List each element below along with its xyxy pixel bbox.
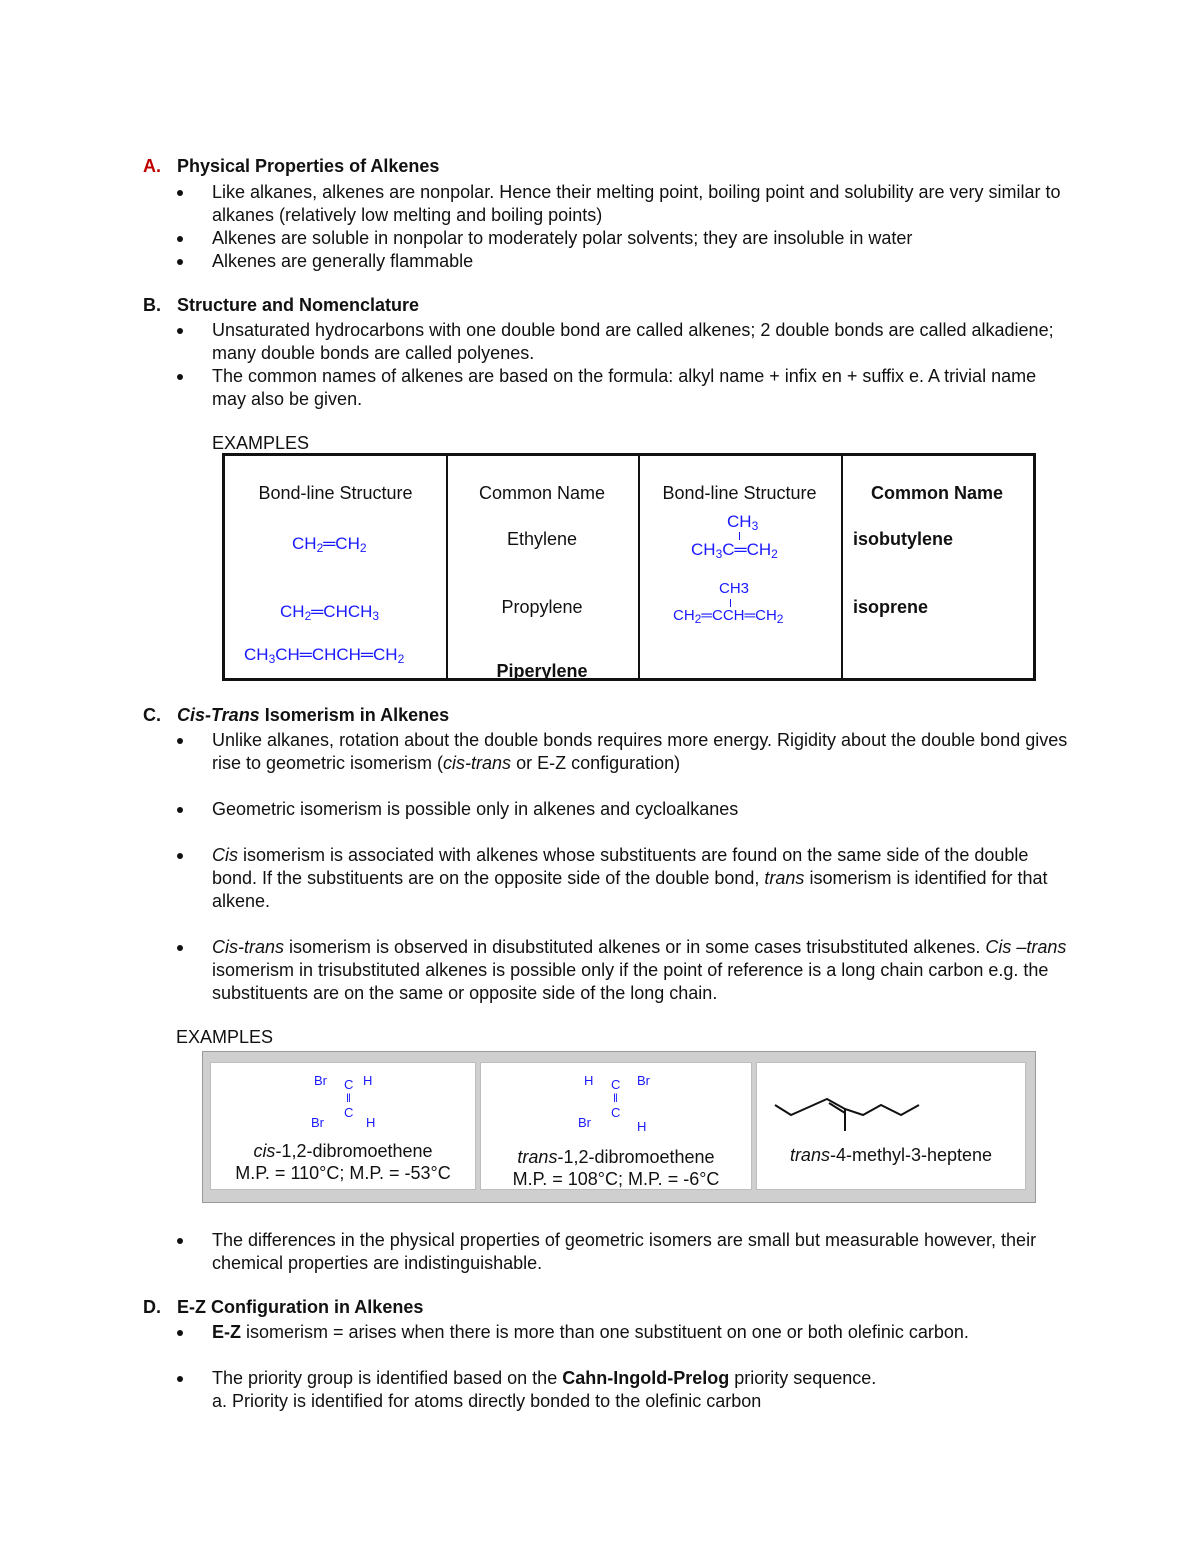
atom-c: C — [611, 1105, 621, 1120]
section-c-heading — [143, 705, 449, 726]
bullet — [175, 1321, 1075, 1344]
bond-line — [739, 532, 740, 540]
bullet: The common names of alkenes are based on the formula: alkyl name + infix en + suffix e. A trivial name may also be given. — [175, 365, 1075, 411]
examples-label: EXAMPLES — [176, 1027, 274, 1047]
atom-h: H — [637, 1119, 647, 1134]
section-a-heading — [143, 156, 439, 177]
section-b-heading — [143, 295, 419, 316]
formula-isobutylene: $CH_3C═CH_2$ — [691, 540, 778, 561]
bullet: Alkenes are soluble in nonpolar to moderately polar solvents; they are insoluble in water — [175, 227, 1075, 250]
section-b-bullets — [175, 319, 1075, 411]
bond-line — [730, 599, 731, 607]
atom-h: H — [584, 1073, 594, 1088]
bullet — [175, 1367, 1075, 1413]
bullet-italic: cis-trans — [443, 753, 512, 773]
section-c-bullets-2 — [175, 1229, 1075, 1275]
atom-br: Br — [311, 1115, 324, 1130]
bullet-italic: Cis-trans — [212, 937, 285, 957]
example-trans-dibromoethene — [480, 1062, 752, 1190]
examples-table — [222, 453, 1036, 681]
atom-c: C — [611, 1077, 621, 1092]
example-name — [757, 1145, 1025, 1166]
section-d-letter: D. — [143, 1297, 161, 1317]
bullet: Geometric isomerism is possible only in alkenes and cycloalkanes — [175, 798, 1075, 821]
bullet: Alkenes are generally flammable — [175, 250, 1075, 273]
bullet: The differences in the physical properties of geometric isomers are small but measurable however, their chemical properties are indistinguishable. — [175, 1229, 1075, 1275]
section-c-title-italic: Cis-Trans — [177, 705, 260, 725]
isomer-examples-table — [202, 1051, 1036, 1203]
formula-ethylene: $CH_2═CH_2$ — [292, 534, 367, 555]
bullet: Like alkanes, alkenes are nonpolar. Hence their melting point, boiling point and solubility are very similar to alkanes (relatively low melting and boiling points) — [175, 181, 1075, 227]
bullet: Unsaturated hydrocarbons with one double bond are called alkenes; 2 double bonds are called alkadiene; many double bonds are called polyenes. — [175, 319, 1075, 365]
isomer-name: -1,2-dibromoethene — [557, 1147, 715, 1167]
section-a-title: Physical Properties of Alkenes — [177, 156, 440, 176]
atom-br: Br — [314, 1073, 327, 1088]
bullet-bold: Cahn-Ingold-Prelog — [562, 1368, 730, 1388]
double-bond: ‖ — [346, 1091, 351, 1105]
example-cis-dibromoethene — [210, 1062, 476, 1190]
skeletal-structure — [771, 1085, 921, 1135]
atom-h: H — [363, 1073, 373, 1088]
bullet-bold: E-Z — [212, 1322, 241, 1342]
bullet-italic: Cis — [212, 845, 238, 865]
section-d-bullets — [175, 1321, 1075, 1413]
header-common-name: Common Name — [478, 483, 606, 503]
formula-isoprene-methyl: CH3 — [719, 580, 750, 597]
isomer-prefix: trans — [517, 1147, 558, 1167]
example-props: M.P. = 110°C; M.P. = -53°C — [235, 1163, 451, 1183]
atom-br: Br — [637, 1073, 650, 1088]
examples-label: EXAMPLES — [212, 433, 310, 453]
section-b-letter: B. — [143, 295, 161, 315]
bullet-italic: trans — [764, 868, 805, 888]
example-methyl-heptene — [756, 1062, 1026, 1190]
section-c-letter: C. — [143, 705, 161, 725]
bullet — [175, 729, 1075, 775]
section-d-title: E-Z Configuration in Alkenes — [177, 1297, 424, 1317]
double-bond: ‖ — [613, 1091, 618, 1105]
bullet-text: isomerism = arises when there is more than one substituent on one or both olefinic carbon. — [241, 1322, 969, 1342]
bullet-text: isomerism is observed in disubstituted alkenes or in some cases trisubstituted alkenes. — [284, 937, 986, 957]
atom-c: C — [344, 1105, 354, 1120]
bullet-subtext: a. Priority is identified for atoms directly bonded to the olefinic carbon — [212, 1391, 762, 1411]
section-c-title: Isomerism in Alkenes — [259, 705, 450, 725]
bullet — [175, 936, 1075, 1005]
name-ethylene: Ethylene — [506, 529, 578, 549]
name-isobutylene: isobutylene — [853, 529, 954, 549]
section-d-heading — [143, 1297, 423, 1318]
bullet-text: priority sequence. — [729, 1368, 877, 1388]
isomer-prefix: cis — [253, 1141, 276, 1161]
header-bond-line: Bond-line Structure — [258, 483, 413, 503]
name-isoprene: isoprene — [853, 597, 929, 617]
bullet-text: isomerism is associated with alkenes whose substituents are found on the same side of the double bond. If the substituents are on the opposite side of the double bond, — [212, 845, 1029, 888]
bullet-text: or E-Z configuration) — [511, 753, 681, 773]
section-c-bullets — [175, 729, 1075, 1005]
header-common-name: Common Name — [870, 483, 1004, 503]
header-bond-line: Bond-line Structure — [662, 483, 817, 503]
name-piperylene: Piperylene — [496, 661, 588, 681]
bullet — [175, 844, 1075, 913]
bullet-italic: Cis –trans — [985, 937, 1067, 957]
bullet-text: isomerism is identified for that alkene. — [212, 868, 1048, 911]
section-a-letter: A. — [143, 156, 161, 176]
name-propylene: Propylene — [501, 597, 583, 617]
bullet-text: isomerism in trisubstituted alkenes is possible only if the point of reference is a long chain carbon e.g. the substituents are on the same or opposite side of the long chain. — [212, 960, 1049, 1003]
example-name — [211, 1141, 475, 1162]
atom-br: Br — [578, 1115, 591, 1130]
bullet-text: The priority group is identified based on the — [212, 1368, 563, 1388]
formula-piperylene: $CH_3CH═CHCH═CH_2$ — [244, 645, 405, 666]
example-name — [481, 1147, 751, 1168]
atom-c: C — [344, 1077, 354, 1092]
formula-isoprene: $CH_2═CCH═CH_2$ — [673, 607, 784, 626]
formula-isobutylene-methyl: $CH_3$ — [727, 512, 759, 533]
isomer-name: -4-methyl-3-heptene — [829, 1145, 993, 1165]
section-a-bullets — [175, 181, 1075, 273]
example-props: M.P. = 108°C; M.P. = -6°C — [512, 1169, 720, 1189]
isomer-name: -1,2-dibromoethene — [275, 1141, 433, 1161]
bullet-text: Unlike alkanes, rotation about the double bonds requires more energy. Rigidity about the double bond gives rise to geometric isomerism ( — [212, 730, 1068, 773]
section-b-title: Structure and Nomenclature — [177, 295, 420, 315]
isomer-prefix: trans — [789, 1145, 830, 1165]
formula-propylene: $CH_2═CHCH_3$ — [280, 602, 380, 623]
atom-h: H — [366, 1115, 376, 1130]
